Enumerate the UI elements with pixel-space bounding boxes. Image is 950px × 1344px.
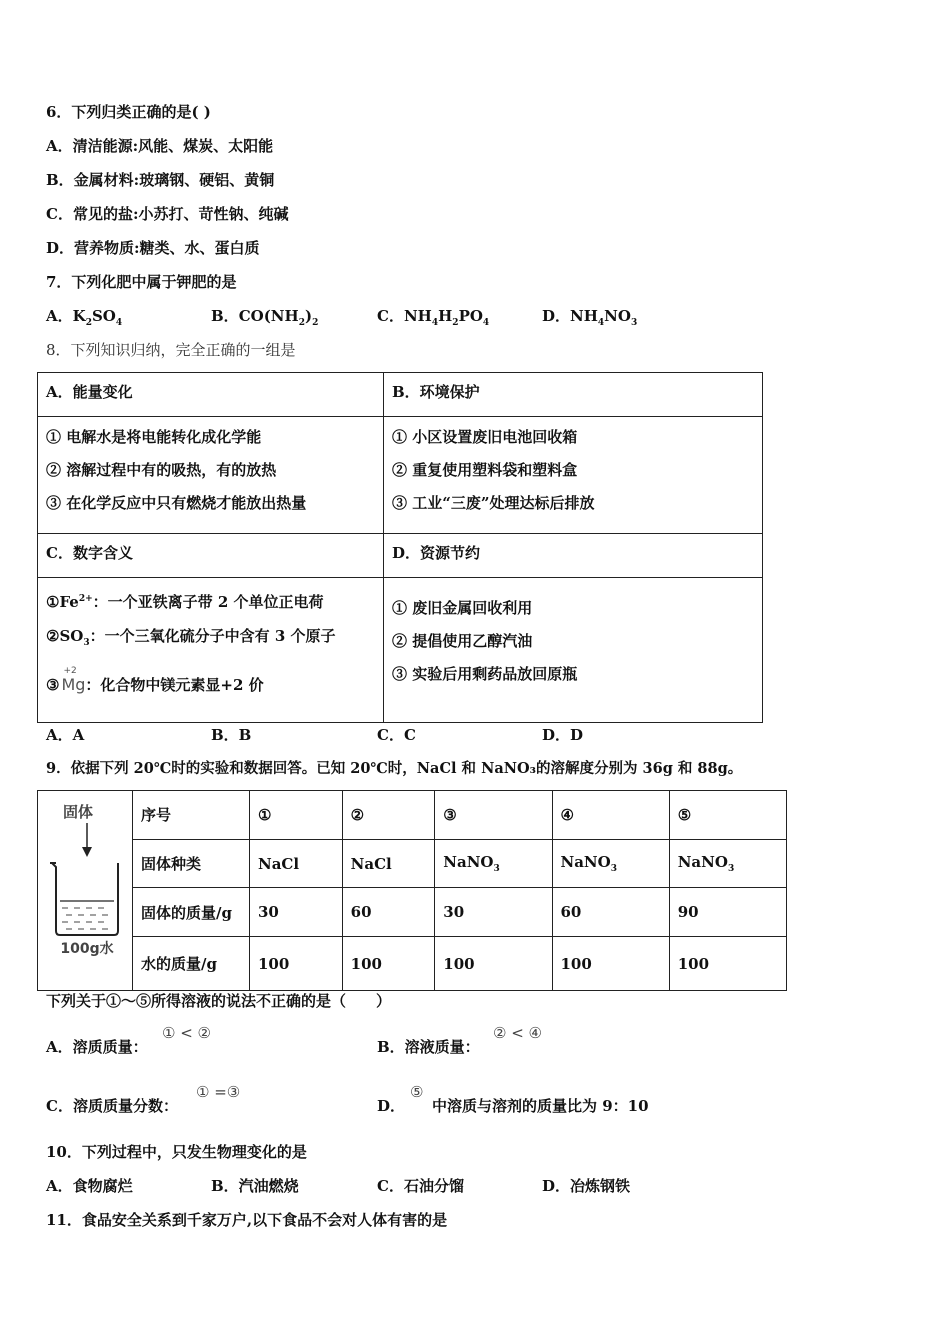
q7-option-d: D．$NH_4NO_3$ — [542, 307, 638, 328]
q8-option-d: D．D — [542, 726, 584, 744]
q9-option-c: C．溶质质量分数： — [46, 1097, 178, 1115]
q9-header-index: 序号 — [133, 791, 250, 840]
q9-cell: NaNO$_3$ — [435, 839, 552, 888]
q7-option-c: C．$NH_4H_2PO_4$ — [377, 307, 490, 328]
q8-c-item: $①Fe^{2+}$：一个亚铁离子带 2 个单位正电荷 — [46, 593, 324, 611]
q8-cell-c-head: C．数字含义 — [38, 534, 384, 578]
q9-cell: 100 — [552, 937, 669, 991]
q6-option-b: B．金属材料:玻璃钢、硬铝、黄铜 — [46, 171, 275, 189]
q8-cell-b-head: B．环境保护 — [384, 373, 763, 417]
q8-table — [37, 372, 763, 723]
q6-option-c: C．常见的盐:小苏打、苛性钠、纯碱 — [46, 205, 289, 223]
q8-option-b: B．B — [211, 726, 252, 744]
q8-cell-c-body — [38, 578, 384, 723]
q8-b-item: ① 小区设置废旧电池回收箱 — [392, 428, 578, 446]
q9-row-kind-label: 固体种类 — [133, 839, 250, 888]
q9-option-a: A．溶质质量： — [46, 1038, 148, 1056]
q9-cell: 30 — [250, 888, 343, 937]
q8-cell-b-body — [384, 417, 763, 534]
q9-header-3: ③ — [435, 791, 552, 840]
q10-option-a: A．食物腐烂 — [46, 1177, 133, 1195]
q7-stem: 7．下列化肥中属于钾肥的是 — [46, 273, 237, 291]
q8-cell-d-head: D．资源节约 — [384, 534, 763, 578]
q9-cell: NaCl — [250, 839, 343, 888]
q10-option-d: D．冶炼钢铁 — [542, 1177, 631, 1195]
q10-option-b: B．汽油燃烧 — [211, 1177, 299, 1195]
q8-d-item: ③ 实验后用剩药品放回原瓶 — [392, 665, 578, 683]
q8-option-a: A．A — [46, 726, 85, 744]
q11-stem: 11．食品安全关系到千家万户,以下食品不会对人体有害的是 — [46, 1211, 448, 1229]
q10-stem: 10．下列过程中，只发生物理变化的是 — [46, 1143, 307, 1161]
q8-d-item: ② 提倡使用乙醇汽油 — [392, 632, 533, 650]
beaker-figure — [38, 791, 133, 991]
q8-cell-a-head: A．能量变化 — [38, 373, 384, 417]
q9-cell: 100 — [250, 937, 343, 991]
q9-option-a-expr: ① < ② — [162, 1024, 211, 1042]
q9-cell: 100 — [342, 937, 435, 991]
q8-b-item: ② 重复使用塑料袋和塑料盒 — [392, 461, 578, 479]
q8-a-item: ② 溶解过程中有的吸热，有的放热 — [46, 461, 277, 479]
q7-option-a: A．$K_2SO_4$ — [46, 307, 123, 328]
q9-stem: 9．依据下列 20℃时的实验和数据回答。已知 20℃时，NaCl 和 NaNO₃的溶解度分别为 36g 和 88g。 — [46, 760, 743, 777]
q9-cell: NaNO$_3$ — [552, 839, 669, 888]
q8-a-item: ① 电解水是将电能转化成化学能 — [46, 428, 262, 446]
q9-cell: 100 — [435, 937, 552, 991]
q9-cell: 90 — [669, 888, 786, 937]
q9-header-4: ④ — [552, 791, 669, 840]
q9-option-b-expr: ② < ④ — [493, 1024, 542, 1042]
water-label: 100g水 — [60, 941, 114, 957]
solid-label: 固体 — [62, 803, 94, 821]
q7-option-b: B．$CO(NH_2)_2$ — [211, 307, 319, 328]
q8-d-item: ① 废旧金属回收利用 — [392, 599, 533, 617]
q6-option-d: D．营养物质:糖类、水、蛋白质 — [46, 239, 260, 257]
q9-sub-question: 下列关于①～⑤所得溶液的说法不正确的是（ ） — [46, 992, 392, 1010]
q6-stem: 6．下列归类正确的是( ) — [46, 103, 211, 121]
q9-cell: NaNO$_3$ — [669, 839, 786, 888]
q8-b-item: ③ 工业“三废”处理达标后排放 — [392, 494, 595, 512]
q9-row-mass-label: 固体的质量/g — [133, 888, 250, 937]
beaker-icon — [38, 791, 132, 986]
q9-option-d-expr: ⑤ — [410, 1083, 424, 1101]
q9-option-b: B．溶液质量： — [377, 1038, 480, 1056]
q9-row-water-label: 水的质量/g — [133, 937, 250, 991]
q8-option-c: C．C — [377, 726, 416, 744]
q9-cell: 100 — [669, 937, 786, 991]
q8-cell-a-body — [38, 417, 384, 534]
q9-option-c-expr: ① =③ — [196, 1083, 241, 1101]
q9-header-1: ① — [250, 791, 343, 840]
q6-option-a: A．清洁能源:风能、煤炭、太阳能 — [46, 137, 274, 155]
mg-oxidation-symbol: +2 Mg — [61, 666, 86, 694]
q9-header-5: ⑤ — [669, 791, 786, 840]
q9-table — [37, 790, 787, 991]
q8-a-item: ③ 在化学反应中只有燃烧才能放出热量 — [46, 494, 307, 512]
q8-stem: 8．下列知识归纳，完全正确的一组是 — [46, 341, 296, 359]
q10-option-c: C．石油分馏 — [377, 1177, 464, 1195]
q8-c-item: ③ +2 Mg：化合物中镁元素显+2 价 — [46, 668, 375, 702]
q9-cell: 60 — [342, 888, 435, 937]
q9-cell: 30 — [435, 888, 552, 937]
q9-cell: NaCl — [342, 839, 435, 888]
q8-c-item: $②SO_3$：一个三氧化硫分子中含有 3 个原子 — [46, 627, 336, 648]
q8-cell-d-body — [384, 578, 763, 723]
q9-cell: 60 — [552, 888, 669, 937]
q9-option-d: D． — [377, 1097, 406, 1115]
q9-header-2: ② — [342, 791, 435, 840]
q9-option-d-text: 中溶质与溶剂的质量比为 9：10 — [432, 1097, 649, 1115]
